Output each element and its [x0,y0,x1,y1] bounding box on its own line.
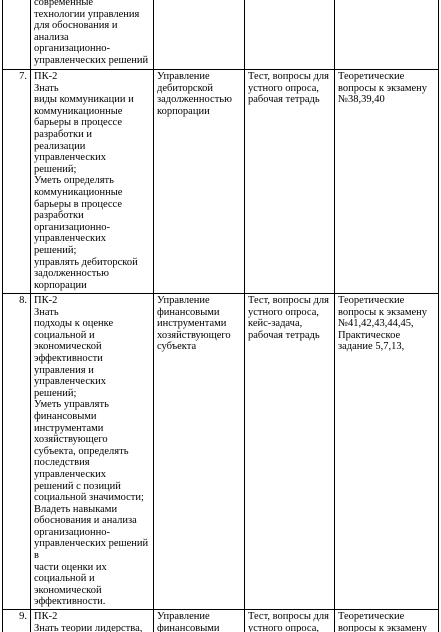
table-row [3,610,439,632]
topic-cell: Управление финансовыми [154,610,245,632]
table-row [3,70,439,294]
competency-description-cell: ПК-2 Знать теории лидерства, [31,610,154,632]
row-number-cell: 7. [3,70,31,294]
assessment-tool-cell: Тест, вопросы для устного опроса, рабочая тетрадь [245,70,335,294]
assessment-tool-cell: Тест, вопросы для устного опроса, кейс-задача, рабочая тетрадь [245,294,335,610]
competency-description-cell: ПК-2 Знать виды коммуникации и коммуникационные барьеры в процессе разработки и реализации управленческих решений; Уметь определять коммуникационные барьеры в процессе разработки организационно- управленческих решений; управлять дебиторской задолженностью корпорации [31,70,154,294]
assessment-tool-cell: Тест, вопросы для устного опроса, [245,610,335,632]
topic-cell: Управление дебиторской задолженностью корпорации [154,70,245,294]
competency-description-cell: современные технологии управления для обоснования и анализа организационно- управленческих решений [31,0,154,70]
competency-description-cell: ПК-2 Знать подходы к оценке социальной и экономической эффективности управления и управленческих решений; Уметь управлять финансовыми инструментами хозяйствующего субъекта, определять последствия управленческих решений с позиций социальной значимости; Владеть навыками обоснования и анализа организационно- управленческих решений в части оценки их социальной и экономической эффективности. [31,294,154,610]
row-number-cell: 9. [3,610,31,632]
table-row [3,294,439,610]
exam-questions-cell: Теоретические вопросы к экзамену [335,610,439,632]
assessment-tool-cell [245,0,335,70]
table-row [3,0,439,70]
exam-questions-cell [335,0,439,70]
topic-cell [154,0,245,70]
competency-table [2,0,439,632]
row-number-cell [3,0,31,70]
topic-cell: Управление финансовыми инструментами хозяйствующего субъекта [154,294,245,610]
row-number-cell: 8. [3,294,31,610]
exam-questions-cell: Теоретические вопросы к экзамену №41,42,43,44,45, Практическое задание 5,7,13, [335,294,439,610]
exam-questions-cell: Теоретические вопросы к экзамену №38,39,40 [335,70,439,294]
